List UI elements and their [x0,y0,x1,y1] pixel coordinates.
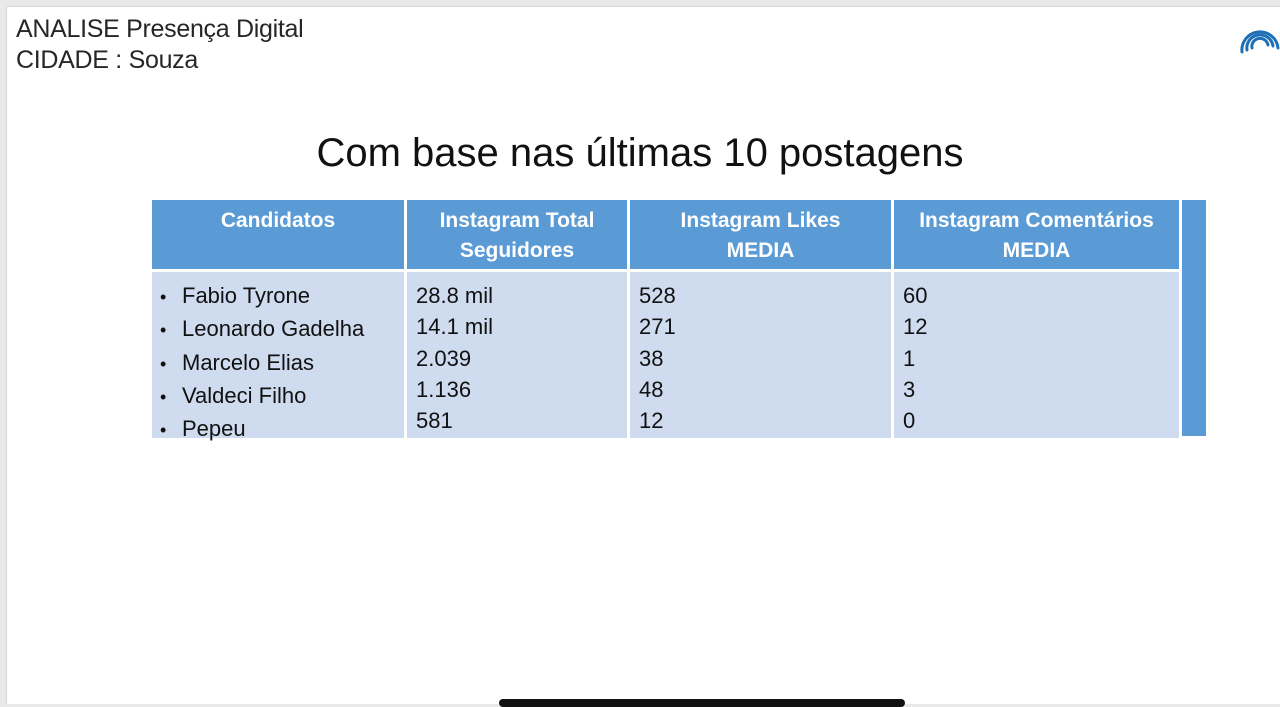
likes-value: 12 [639,408,664,434]
column-header-comments: Instagram Comentários MEDIA [894,200,1179,269]
list-item [152,280,404,313]
bullet-icon: • [160,287,167,307]
header-title: ANALISE Presença Digital [16,15,304,43]
column-header-followers: Instagram Total Seguidores [407,200,627,269]
likes-value: 271 [639,314,676,340]
followers-value: 14.1 mil [416,314,494,340]
slide-header [16,14,303,76]
comments-value: 3 [903,376,916,402]
column-likes [630,272,891,438]
followers-value: 1.136 [416,376,472,402]
bullet-icon: • [160,420,167,441]
likes-value: 528 [639,283,676,308]
column-followers [407,272,627,438]
results-table [152,200,1206,442]
candidate-name: Marcelo Elias [182,349,315,375]
candidate-name: Fabio Tyrone [182,283,311,308]
likes-value: 38 [639,345,664,371]
column-header-likes: Instagram Likes MEDIA [630,200,891,269]
comments-value: 0 [903,408,916,434]
followers-value: 28.8 mil [416,283,494,308]
column-header-candidates: Candidatos [152,200,404,269]
likes-value: 48 [639,376,664,402]
bullet-icon: • [160,353,167,374]
candidate-name: Valdeci Filho [182,382,307,408]
column-comments [894,272,1179,438]
header-city: CIDADE : Souza [16,46,198,74]
spiral-logo-icon [1238,18,1280,62]
bullet-icon: • [160,320,167,341]
followers-value: 581 [416,408,453,434]
page-title: Com base nas últimas 10 postagens [316,131,964,175]
candidate-name: Leonardo Gadelha [182,316,365,342]
comments-value: 1 [903,345,916,371]
home-indicator-bar[interactable] [499,699,905,707]
comments-value: 60 [903,283,928,308]
table-extra-column [1182,200,1206,436]
list-item [152,380,404,413]
bullet-icon: • [160,386,167,407]
list-item [152,313,404,346]
list-item [152,413,404,446]
candidate-name: Pepeu [182,416,246,442]
list-item [152,347,404,380]
column-candidates [152,272,404,442]
followers-value: 2.039 [416,345,472,371]
comments-value: 12 [903,314,928,340]
